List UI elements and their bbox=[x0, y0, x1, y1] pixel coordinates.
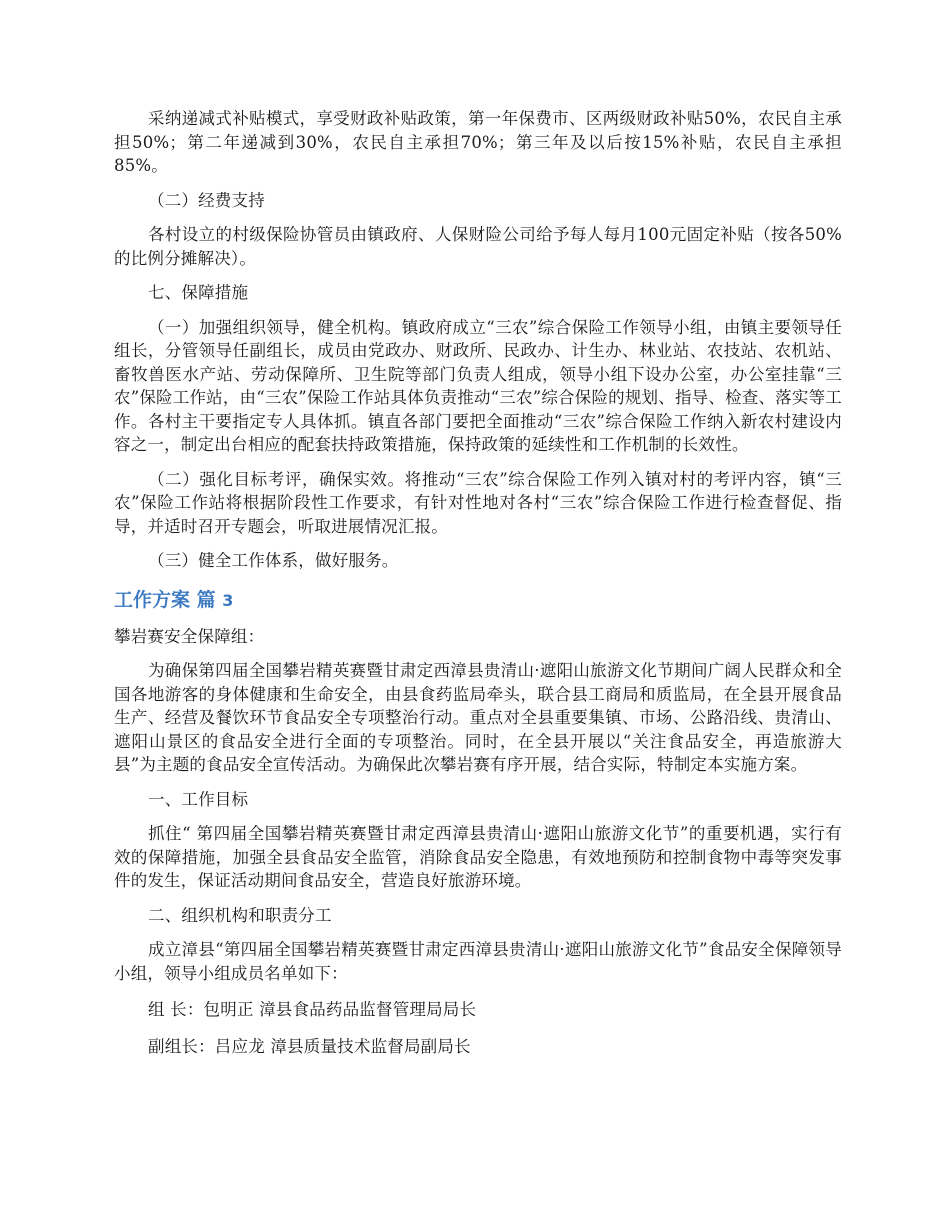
paragraph-addressee: 攀岩赛安全保障组： bbox=[114, 626, 265, 646]
subheading-safeguard-measures: 七、保障措施 bbox=[148, 283, 249, 302]
paragraph-funding-support: 各村设立的村级保险协管员由镇政府、人保财险公司给予每人每月100元固定补贴（按各50%的比例分摊解决）。 bbox=[114, 225, 842, 268]
paragraph-work-system: （三）健全工作体系，做好服务。 bbox=[148, 551, 399, 570]
section-heading bbox=[114, 587, 842, 614]
paragraph-group-leader: 组 长：包明正 漳县食品药品监督管理局局长 bbox=[148, 1000, 477, 1019]
subheading-work-goals: 一、工作目标 bbox=[148, 789, 249, 809]
subheading-funding-support: （二）经费支持 bbox=[148, 190, 265, 210]
paragraph-deputy-leader: 副组长：吕应龙 漳县质量技术监督局副局长 bbox=[148, 1036, 471, 1056]
document-page bbox=[114, 107, 842, 1058]
subheading-organization-duties: 二、组织机构和职责分工 bbox=[148, 905, 332, 925]
paragraph-leading-group: 成立漳县“第四届全国攀岩精英赛暨甘肃定西漳县贵清山·遮阳山旅游文化节”食品安全保障领导小组，领导小组成员名单如下： bbox=[114, 940, 842, 983]
paragraph-target-assessment: （二）强化目标考评，确保实效。将推动“三农”综合保险工作列入镇对村的考评内容，镇“三农”保险工作站将根据阶段性工作要求，有针对性地对各村“三农”综合保险工作进行检查督促、指导，并适时召开专题会，听取进展情况汇报。 bbox=[114, 469, 842, 536]
paragraph-organization-leadership: （一）加强组织领导，健全机构。镇政府成立“三农”综合保险工作领导小组，由镇主要领导任组长，分管领导任副组长，成员由党政办、财政所、民政办、计生办、林业站、农技站、农机站、畜牧兽医水产站、劳动保障所、卫生院等部门负责人组成，领导小组下设办公室，办公室挂靠“三农”保险工作站，由“三农”保险工作站具体负责推动“三农”综合保险的规划、指导、检查、落实等工作。各村主干要指定专人具体抓。镇直各部门要把全面推动“三农”综合保险工作纳入新农村建设内容之一，制定出台相应的配套扶持政策措施，保持政策的延续性和工作机制的长效性。 bbox=[114, 317, 842, 454]
paragraph-subsidy-model: 采纳递减式补贴模式，享受财政补贴政策，第一年保费市、区两级财政补贴50%，农民自主承担50%；第二年递减到30%，农民自主承担70%；第三年及以后按15%补贴，农民自主承担85%。 bbox=[114, 109, 842, 175]
paragraph-work-goals: 抓住“ 第四届全国攀岩精英赛暨甘肃定西漳县贵清山·遮阳山旅游文化节”的重要机遇，实行有效的保障措施，加强全县食品安全监管，消除食品安全隐患，有效地预防和控制食物中毒等突发事件的发生，保证活动期间食品安全，营造良好旅游环境。 bbox=[114, 824, 842, 890]
section-heading-text: 工作方案 篇 bbox=[114, 588, 216, 611]
paragraph-purpose: 为确保第四届全国攀岩精英赛暨甘肃定西漳县贵清山·遮阳山旅游文化节期间广阔人民群众和全国各地游客的身体健康和生命安全，由县食药监局牵头，联合县工商局和质监局，在全县开展食品生产、经营及餐饮环节食品安全专项整治行动。重点对全县重要集镇、市场、公路沿线、贵清山、遮阳山景区的食品安全进行全面的专项整治。同时，在全县开展以“关注食品安全，再造旅游大县”为主题的食品安全宣传活动。为确保此次攀岩赛有序开展，结合实际，特制定本实施方案。 bbox=[114, 661, 842, 774]
section-heading-number: 3 bbox=[222, 590, 234, 610]
